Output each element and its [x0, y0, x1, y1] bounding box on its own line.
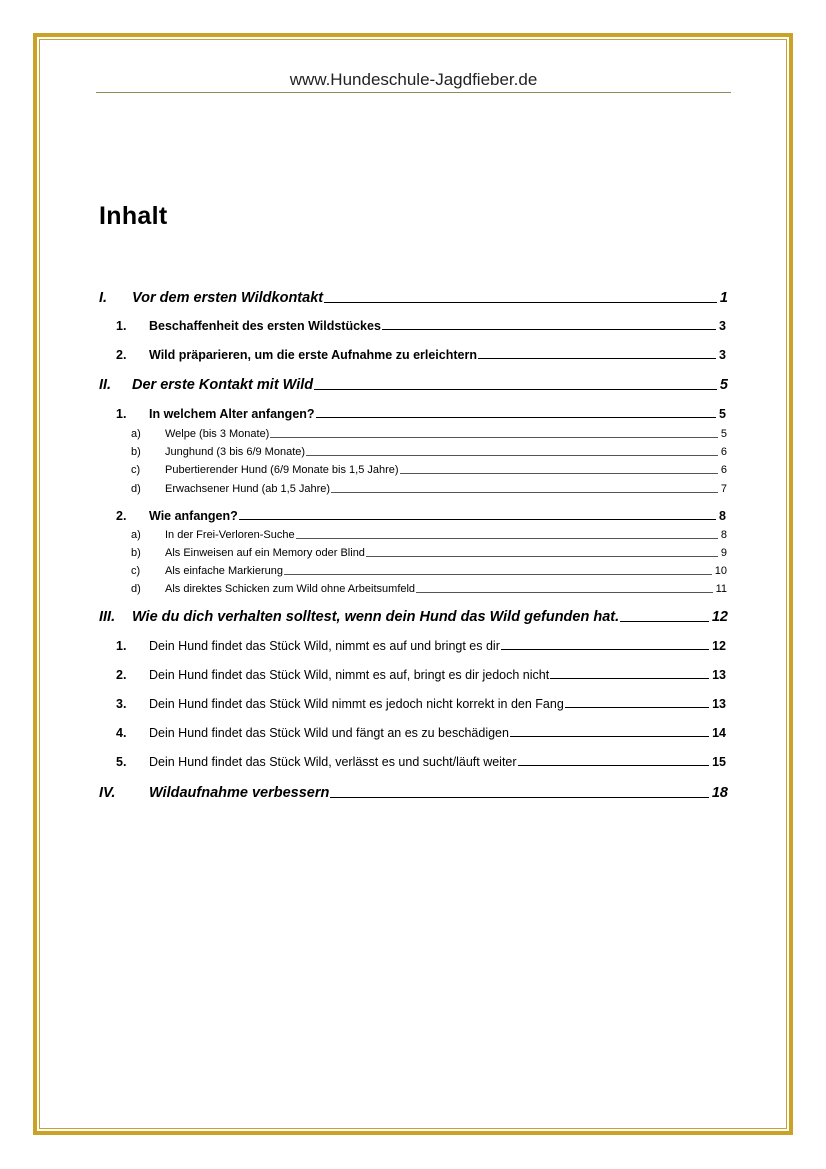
- toc-page: 3: [719, 319, 726, 333]
- toc-text: Dein Hund findet das Stück Wild, nimmt es auf und bringt es dir: [149, 639, 500, 653]
- toc-page: 5: [719, 407, 726, 421]
- toc-entry[interactable]: [131, 483, 727, 495]
- toc-number: a): [131, 428, 141, 440]
- toc-text: Als direktes Schicken zum Wild ohne Arbeitsumfeld: [165, 583, 416, 595]
- toc-leader: [324, 301, 717, 303]
- toc-page: 18: [711, 785, 728, 801]
- toc-page: 13: [712, 668, 726, 682]
- toc-page: 8: [720, 529, 727, 541]
- toc-number: II.: [99, 377, 112, 393]
- toc-number: c): [131, 565, 141, 577]
- toc-entry[interactable]: [131, 547, 727, 559]
- toc-page: 13: [712, 697, 726, 711]
- toc-text: Als Einweisen auf ein Memory oder Blind: [165, 547, 365, 559]
- toc-leader: [366, 555, 718, 557]
- toc-leader: [518, 764, 710, 766]
- toc-leader: [270, 436, 718, 438]
- toc-leader: [565, 706, 709, 708]
- toc-leader: [501, 648, 709, 650]
- toc-page: 14: [712, 726, 726, 740]
- toc-number: b): [131, 547, 141, 559]
- toc-page: 12: [712, 639, 726, 653]
- toc-number: a): [131, 529, 141, 541]
- toc-text: Beschaffenheit des ersten Wildstückes: [149, 319, 381, 333]
- toc-page: 6: [720, 446, 727, 458]
- toc-entry[interactable]: [116, 639, 726, 653]
- toc-text: Wild präparieren, um die erste Aufnahme zu erleichtern: [149, 348, 477, 362]
- toc-entry[interactable]: [116, 348, 726, 362]
- toc-text: Erwachsener Hund (ab 1,5 Jahre): [165, 483, 331, 495]
- toc-leader: [284, 573, 712, 575]
- toc-entry[interactable]: [131, 529, 727, 541]
- toc-number: 4.: [116, 726, 127, 740]
- page-title: Inhalt: [99, 202, 168, 230]
- toc-entry[interactable]: [116, 726, 726, 740]
- toc-page: 6: [720, 464, 727, 476]
- toc-text: Dein Hund findet das Stück Wild, nimmt es auf, bringt es dir jedoch nicht: [149, 668, 550, 682]
- toc-entry[interactable]: [116, 407, 726, 421]
- toc-number: d): [131, 583, 141, 595]
- toc-text: Pubertierender Hund (6/9 Monate bis 1,5 Jahre): [165, 464, 399, 476]
- toc-number: c): [131, 464, 141, 476]
- toc-number: I.: [99, 290, 108, 306]
- toc-text: Junghund (3 bis 6/9 Monate): [165, 446, 306, 458]
- toc-entry[interactable]: [116, 697, 726, 711]
- toc-page: 10: [714, 565, 727, 577]
- toc-entry[interactable]: [116, 668, 726, 682]
- toc-leader: [330, 796, 708, 798]
- toc-number: 5.: [116, 755, 127, 769]
- toc-number: 3.: [116, 697, 127, 711]
- toc-entry[interactable]: [116, 319, 726, 333]
- toc-number: 2.: [116, 668, 127, 682]
- toc-text: Der erste Kontakt mit Wild: [132, 377, 314, 393]
- toc-number: 2.: [116, 348, 127, 362]
- toc-text: Vor dem ersten Wildkontakt: [132, 290, 324, 306]
- toc-page: 1: [719, 290, 728, 306]
- toc-leader: [400, 472, 718, 474]
- toc-number: d): [131, 483, 141, 495]
- toc-entry[interactable]: [131, 565, 727, 577]
- toc-page: 7: [720, 483, 727, 495]
- toc-leader: [416, 591, 713, 593]
- toc-text: In der Frei-Verloren-Suche: [165, 529, 295, 541]
- toc-leader: [620, 620, 709, 622]
- toc-text: In welchem Alter anfangen?: [149, 407, 315, 421]
- toc-page: 15: [712, 755, 726, 769]
- toc-entry[interactable]: [131, 464, 727, 476]
- toc-entry[interactable]: [131, 583, 727, 595]
- toc-entry[interactable]: [99, 290, 728, 306]
- toc-number: 2.: [116, 509, 127, 523]
- toc-number: b): [131, 446, 141, 458]
- page-header-url: www.Hundeschule-Jagdfieber.de: [96, 70, 731, 93]
- toc-leader: [331, 491, 718, 493]
- toc-entry[interactable]: [116, 755, 726, 769]
- toc-page: 5: [720, 428, 727, 440]
- toc-text: Dein Hund findet das Stück Wild, verlässt es und sucht/läuft weiter: [149, 755, 517, 769]
- toc-leader: [314, 388, 717, 390]
- toc-leader: [478, 357, 716, 359]
- toc-leader: [382, 328, 716, 330]
- toc-entry[interactable]: [131, 428, 727, 440]
- toc-page: 8: [719, 509, 726, 523]
- toc-leader: [550, 677, 709, 679]
- toc-page: 12: [711, 609, 728, 625]
- toc-page: 9: [720, 547, 727, 559]
- toc-text: Wie du dich verhalten solltest, wenn dein Hund das Wild gefunden hat.: [132, 609, 620, 625]
- toc-entry[interactable]: [131, 446, 727, 458]
- toc-leader: [296, 537, 718, 539]
- toc-text: Dein Hund findet das Stück Wild und fängt an es zu beschädigen: [149, 726, 509, 740]
- toc-leader: [316, 416, 717, 418]
- toc-entry[interactable]: [116, 509, 726, 523]
- toc-page: 11: [715, 583, 727, 595]
- toc-text: Wie anfangen?: [149, 509, 238, 523]
- toc-text: Dein Hund findet das Stück Wild nimmt es jedoch nicht korrekt in den Fang: [149, 697, 564, 711]
- toc-leader: [239, 518, 716, 520]
- toc-leader: [306, 454, 718, 456]
- toc-entry[interactable]: [99, 609, 728, 625]
- toc-number: 1.: [116, 407, 127, 421]
- toc-text: Wildaufnahme verbessern: [149, 785, 330, 801]
- toc-entry[interactable]: [99, 785, 728, 801]
- toc-number: 1.: [116, 319, 127, 333]
- toc-number: IV.: [99, 785, 116, 801]
- toc-page: 3: [719, 348, 726, 362]
- toc-number: 1.: [116, 639, 127, 653]
- toc-page: 5: [719, 377, 728, 393]
- toc-text: Als einfache Markierung: [165, 565, 284, 577]
- toc-number: III.: [99, 609, 116, 625]
- toc-text: Welpe (bis 3 Monate): [165, 428, 270, 440]
- toc-leader: [510, 735, 709, 737]
- toc-entry[interactable]: [99, 377, 728, 393]
